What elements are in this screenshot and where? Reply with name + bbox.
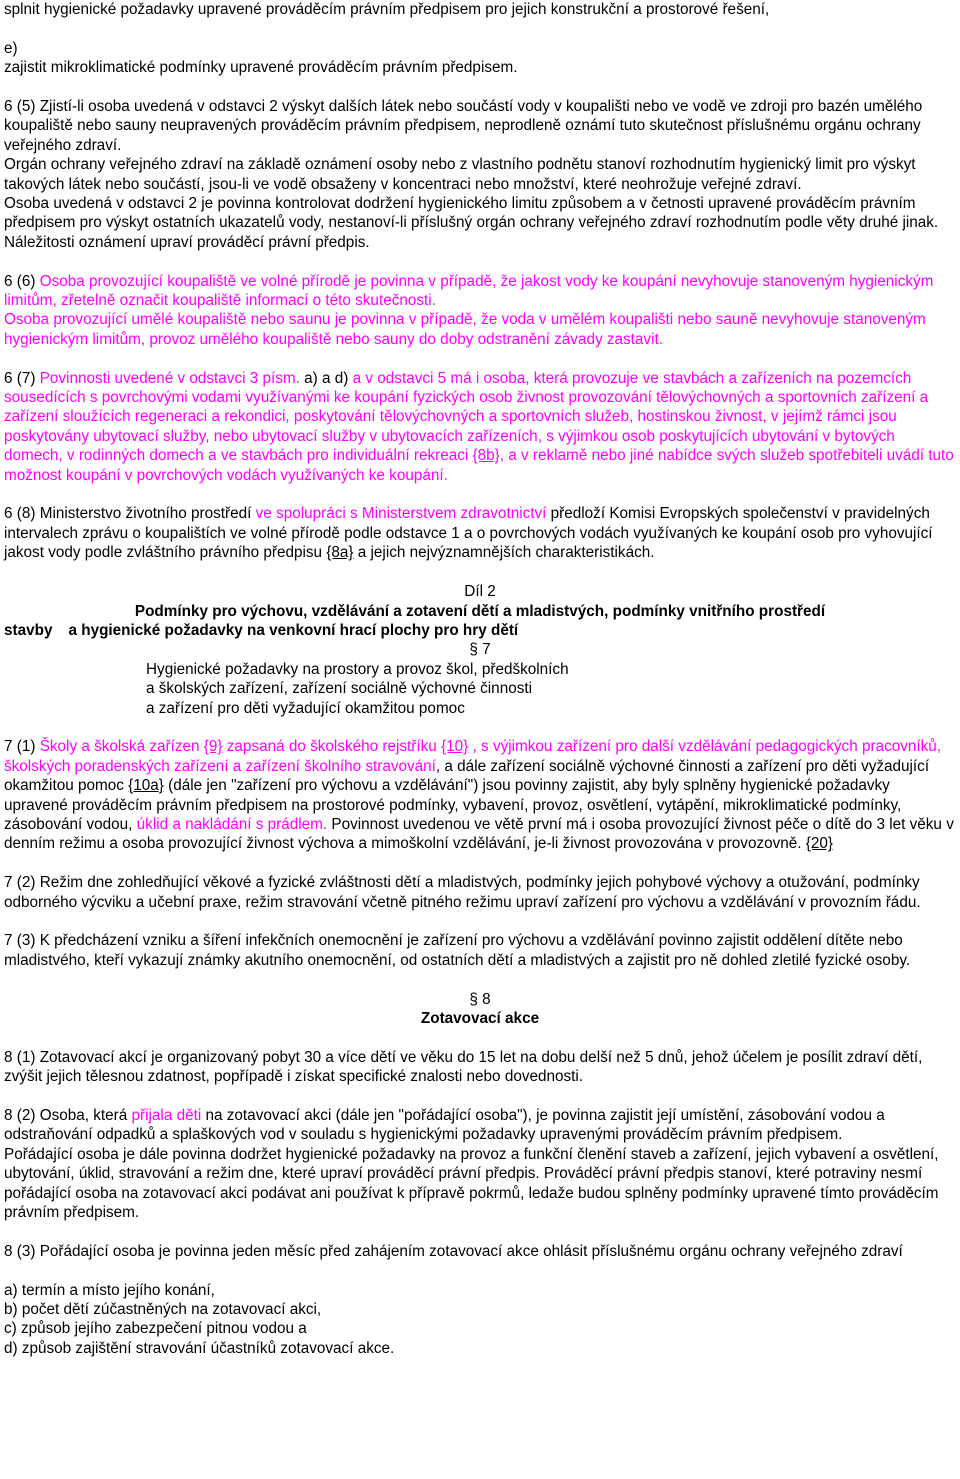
paragraph-8-1: 8 (1) Zotavovací akcí je organizovaný pobyt 30 a více dětí ve věku do 15 let na dobu delší než 5 dnů, jehož účelem je posílit zdraví dětí, zvýšit jejich tělesnou zdatnost, popřípadě i získat specifické znalosti nebo dovednosti. — [4, 1048, 923, 1086]
amended-text: ve spolupráci s Ministerstvem zdravotnictví — [255, 505, 547, 523]
list-item: c) způsob jejího zabezpečení pitnou vodou a — [4, 1320, 307, 1338]
list-item: a) termín a místo jejího konání, — [4, 1281, 215, 1299]
part-title-word: stavby — [4, 621, 53, 639]
text: a jejich nejvýznamnějších charakteristikách. — [353, 544, 655, 562]
footnote-link-10a[interactable]: {10a} — [128, 777, 164, 795]
paragraph-6-5-control: Osoba uvedená v odstavci 2 je povinna kontrolovat dodržení hygienického limitu způsobem a v četnosti upravené prováděcím právním předpisem pro výskyt ostatních ukazatelů vody, nestanoví-li příslušný orgán ochrany veřejného zdraví rozhodnutím podle věty druhé jinak. Náležitosti oznámení upraví prováděcí právní předpis. — [4, 195, 939, 251]
paragraph-8-2-continued: Pořádající osoba je dále povinna dodržet hygienické požadavky na provoz a funkční členění staveb a zařízení, jejich vybavení a osvětlení, ubytování, úklid, stravování a režim dne, které upraví prováděcí právní předpis. Prováděcí právní předpis stanoví, které potraviny nesmí pořádající osoba na zotavovací akci podávat ani používat k přípravě pokrmů, ledaže budou splněny podmínky upravené tímto prováděcím právním předpisem. — [4, 1145, 939, 1221]
footnote-link-8a[interactable]: {8a} — [326, 544, 354, 562]
part-label: Díl 2 — [464, 583, 496, 601]
text: 8 (2) Osoba, která — [4, 1106, 132, 1124]
section-7-title-line-1: Hygienické požadavky na prostory a provoz škol, předškolních — [146, 660, 569, 678]
list-item: d) způsob zajištění stravování účastníků zotavovací akce. — [4, 1339, 395, 1357]
paragraph-6-6-artificial: Osoba provozující umělé koupaliště nebo saunu je povinna v případě, že voda v umělém koupališti nebo sauně nevyhovuje stanoveným hygienickým limitům, provoz umělého koupaliště nebo sauny do doby odstranění závady zastavit. — [4, 311, 926, 348]
footnote-link-8b[interactable]: {8b} — [472, 447, 500, 465]
amended-text: , s výjimkou zařízení pro další vzdělávání pedagogických pracovníků, školských poradenských zařízení a zařízení školního stravování — [4, 738, 942, 775]
paragraph-6-7 — [4, 369, 956, 485]
section-8-title: Zotavovací akce — [420, 1009, 540, 1027]
paragraph-number: 6 (6) — [4, 272, 40, 290]
item-e-label: e) — [4, 39, 18, 57]
part-title-line-1: Podmínky pro výchovu, vzdělávání a zotavení dětí a mladistvých, podmínky vnitřního prostředí — [134, 602, 826, 620]
amended-text: Osoba provozující koupaliště ve volné přírodě je povinna v případě, že jakost vody ke koupání nevyhovuje stanoveným hygienickým limitům, zřetelně označit koupaliště informací o této skutečnosti. — [4, 272, 934, 310]
amended-text: Školy a školská zařízen — [39, 738, 204, 756]
amended-text: zapsaná do školského rejstříku — [222, 738, 442, 756]
paragraph-6-8 — [4, 504, 956, 562]
paragraph-6-6 — [4, 272, 956, 311]
part-title-rest: a hygienické požadavky na venkovní hrací plochy pro hry dětí — [68, 621, 519, 639]
paragraph-7-1 — [4, 737, 956, 853]
part-title-line-2 — [4, 621, 956, 640]
paragraph-number: 6 (7) — [4, 369, 40, 387]
section-7-title-line-2: a školských zařízení, zařízení sociálně výchovné činnosti — [146, 680, 532, 698]
text: předloží Komisi Evropských společenství v pravidelných intervalech zprávu o koupalištích ve volné přírodě podle odstavce 1 a o povrchových vodách využívaných ke koupání osob pro vyhovující jakost vody podle zvláštního právního předpisu — [4, 505, 933, 562]
item-e-text: zajistit mikroklimatické podmínky upravené prováděcím právním předpisem. — [4, 59, 518, 77]
paragraph-7-3: 7 (3) K předcházení vzniku a šíření infekčních onemocnění je zařízení pro výchovu a vzdělávání povinno zajistit oddělení dítěte nebo mladistvého, kteří vykazují známky akutního onemocnění, od ostatních dětí a mladistvých a zajistit pro ně dohled zletilé fyzické osoby. — [4, 932, 911, 969]
paragraph-6-5-authority: Orgán ochrany veřejného zdraví na základě oznámení osoby nebo z vlastního podnětu stanoví rozhodnutím hygienický limit pro výskyt takových látek nebo součástí, jsou-li ve vodě obsaženy v koncentraci nebo množství, které neohrožuje veřejné zdraví. — [4, 156, 916, 193]
section-7-number: § 7 — [469, 641, 491, 659]
paragraph-8-2 — [4, 1106, 956, 1145]
paragraph-8-3: 8 (3) Pořádající osoba je povinna jeden měsíc před zahájením zotavovací akce ohlásit příslušnému orgánu ochrany veřejného zdraví — [4, 1242, 903, 1260]
section-8-number: § 8 — [469, 990, 491, 1008]
text: Povinnost uvedenou ve větě první má i osoba provozující živnost péče o dítě do 3 let věku v denním režimu a osoba provozující živnost výchova a mimoškolní vzdělávání, je-li živnost provozována v provozovně. — [4, 815, 954, 853]
list-item: b) počet dětí zúčastněných na zotavovací akci, — [4, 1301, 322, 1318]
paragraph-6-5: 6 (5) Zjistí-li osoba uvedená v odstavci 2 výskyt dalších látek nebo součástí vody v koupališti nebo ve vodě ve zdroji pro bazén umělého koupaliště nebo sauny neupravených prováděcím právním předpisem, neprodleně oznámí tuto skutečnost příslušnému orgánu ochrany veřejného zdraví. — [4, 98, 923, 154]
text: (dále jen "zařízení pro výchovu a vzdělávání") jsou povinny zajistit, aby byly splněny hygienické požadavky upravené prováděcím právním předpisem na prostorové podmínky, vybavení, provoz, osvětlení, vytápění, mikroklimatické podmínky, zásobování vodou, — [4, 777, 902, 833]
footnote-link-9[interactable]: {9} — [203, 738, 223, 756]
text: na zotavovací akci (dále jen "pořádající osoba"), je povinna zajistit její umístění, zásobování vodou a odstraňování odpadků a splaškových vod v souladu s hygienickými požadavky upravenými prováděcím právním předpisem. — [4, 1106, 885, 1144]
footnote-link-20[interactable]: {20} — [805, 835, 833, 853]
amended-text: a v odstavci 5 má i osoba, která provozuje ve stavbách a zařízeních na pozemcích sousedících s povrchovými vodami využívanými ke koupání fyzických osob živnost provozování tělovýchovných a sportovních zařízení a zařízení sloužících regeneraci a rekondici, poskytování tělovýchovných a sportovních služeb, hostinskou živnost, v jejímž rámci jsou poskytovány ubytovací služby, nebo ubytovací služby v ubytovacích zařízeních, s výjimkou osob poskytujících ubytování v bytových domech, v rodinných domech a ve stavbách pro individuální rekreaci — [4, 369, 929, 465]
amended-text: Povinnosti uvedené v odstavci 3 písm. — [39, 369, 300, 387]
amended-text: , a v reklamě nebo jiné nabídce svých služeb spotřebiteli uvádí tuto možnost koupání v povrchových vodách využívaných ke koupání. — [4, 447, 954, 484]
footnote-link-10[interactable]: {10} — [441, 738, 469, 756]
amended-text: přijala děti — [131, 1106, 202, 1124]
paragraph-top: splnit hygienické požadavky upravené prováděcím právním předpisem pro jejich konstrukční a prostorové řešení, — [4, 1, 770, 18]
paragraph-number: 7 (1) — [4, 738, 40, 756]
text: , a dále zařízení sociálně výchovné činnosti a zařízení pro děti vyžadující okamžitou pomoc — [4, 757, 930, 795]
section-7-title-line-3: a zařízení pro děti vyžadující okamžitou pomoc — [146, 699, 465, 717]
paragraph-7-2: 7 (2) Režim dne zohledňující věkové a fyzické zvláštnosti dětí a mladistvých, podmínky jejich pohybové výchovy a otužování, podmínky odborného výcviku a učební praxe, režim stravování včetně pitného režimu upraví zařízení pro výchovu a vzdělávání v provozním řádu. — [4, 874, 921, 911]
text: a) a d) — [299, 369, 353, 387]
amended-text: úklid a nakládání s prádlem. — [136, 815, 328, 833]
text: 6 (8) Ministerstvo životního prostředí — [4, 505, 256, 523]
